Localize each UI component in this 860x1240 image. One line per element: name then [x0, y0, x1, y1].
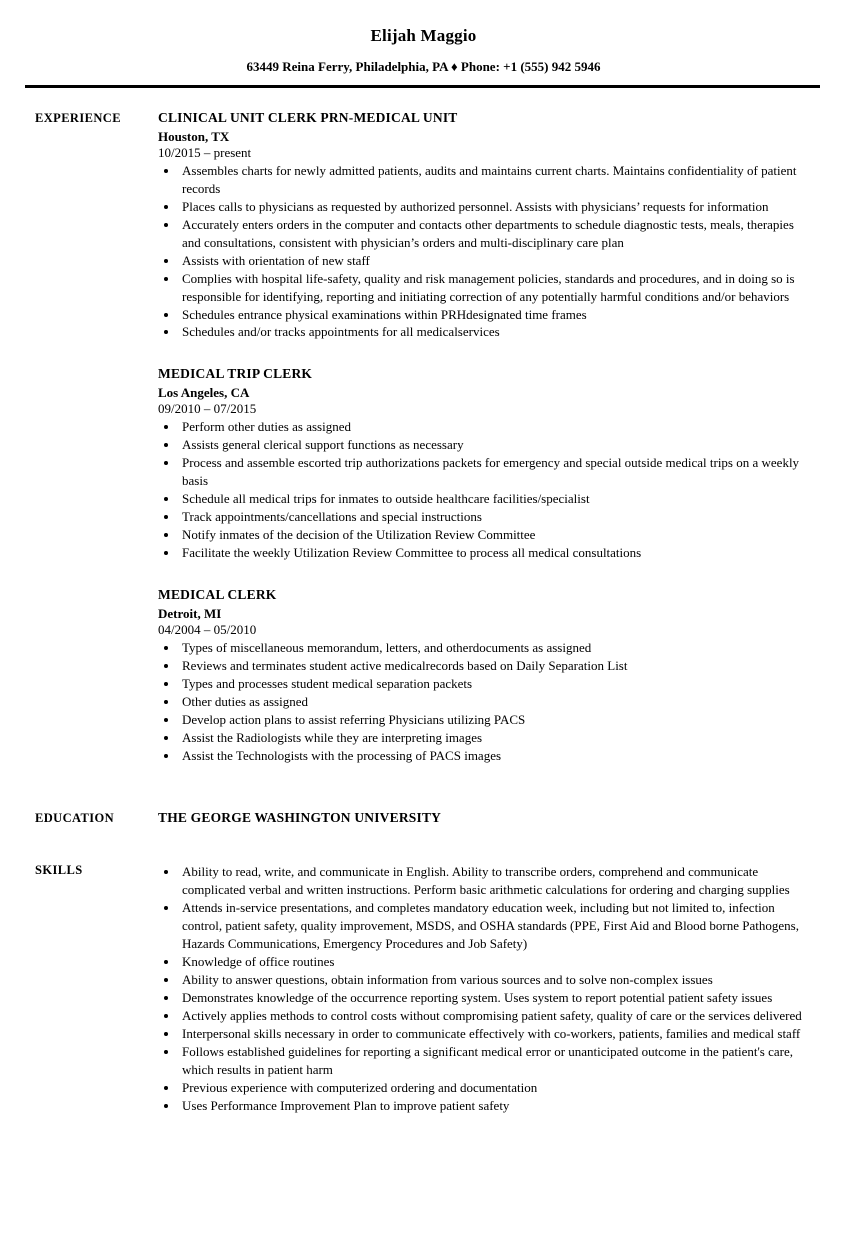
section-label-education: EDUCATION [35, 811, 115, 826]
bullet-item: • Assist the Technologists with the processing of PACS images [179, 747, 812, 765]
bullet-item: • Develop action plans to assist referring Physicians utilizing PACS [179, 711, 812, 729]
bullet-item: • Assists with orientation of new staff [179, 252, 812, 270]
bullet-item: • Types and processes student medical separation packets [179, 675, 812, 693]
experience-content [158, 110, 812, 764]
job-dates: 09/2010 – 07/2015 [158, 401, 257, 417]
job-entry [158, 366, 812, 562]
education-section [35, 810, 812, 826]
section-label-experience: EXPERIENCE [35, 111, 121, 125]
bullet-item: • Facilitate the weekly Utilization Review Committee to process all medical consultations [179, 544, 812, 562]
bullet-item: • Places calls to physicians as requested by authorized personnel. Assists with physicians’ requests for information [179, 198, 812, 216]
bullet-item: • Process and assemble escorted trip authorizations packets for emergency and special outside medical trips on a weekly basis [179, 454, 812, 490]
job-title: MEDICAL TRIP CLERK [158, 366, 313, 382]
bullet-item: • Schedules and/or tracks appointments for all medicalservices [179, 323, 812, 341]
job-dates: 10/2015 – present [158, 145, 252, 160]
job-location: Detroit, MI [158, 605, 222, 621]
bullet-item: • Accurately enters orders in the computer and contacts other departments to schedule diagnostic tests, meals, therapies and consultations, consistent with physician’s orders and multi-disciplinary care plan [179, 216, 812, 252]
bullet-item: • Schedule all medical trips for inmates to outside healthcare facilities/specialist [179, 490, 812, 508]
job-entry [158, 587, 812, 765]
bullet-item: • Reviews and terminates student active medicalrecords based on Daily Separation List [179, 657, 812, 675]
bullet-item: • Other duties as assigned [179, 693, 812, 711]
bullet-item: • Uses Performance Improvement Plan to improve patient safety [179, 1097, 812, 1115]
job-location: Houston, TX [158, 129, 230, 144]
education-content [158, 810, 812, 826]
bullet-item: • Attends in-service presentations, and completes mandatory education week, including but not limited to, infection control, patient safety, quality improvement, MSDS, and OSHA standards (PPE, First Aid and Blood borne Pathogens, Hazards Communications, Emergency Procedures and Job Safety) [179, 899, 812, 953]
job-entry [158, 110, 812, 341]
bullet-item: • Previous experience with computerized ordering and documentation [179, 1079, 812, 1097]
bullet-item: • Track appointments/cancellations and special instructions [179, 508, 812, 526]
bullet-item: • Ability to answer questions, obtain information from various sources and to solve non-complex issues [179, 971, 812, 989]
header-divider [25, 85, 820, 88]
bullet-item: • Actively applies methods to control costs without compromising patient safety, quality of care or the services delivered [179, 1007, 812, 1025]
skills-section [35, 862, 812, 1114]
bullet-item: • Types of miscellaneous memorandum, letters, and otherdocuments as assigned [179, 639, 812, 657]
bullet-item: • Assist the Radiologists while they are interpreting images [179, 729, 812, 747]
job-bullet-list [158, 639, 812, 765]
job-bullet-list [158, 418, 812, 562]
bullet-item: • Interpersonal skills necessary in order to communicate effectively with co-workers, patients, families and medical staff [179, 1025, 812, 1043]
skills-bullet-list [158, 863, 812, 1114]
bullet-item: • Notify inmates of the decision of the Utilization Review Committee [179, 526, 812, 544]
experience-section [35, 110, 812, 764]
bullet-item: • Complies with hospital life-safety, quality and risk management policies, standards and procedures, and in doing so is responsible for identifying, reporting and initiating correction of any potentially harmful conditions and/or behaviors [179, 270, 812, 306]
job-dates: 04/2004 – 05/2010 [158, 621, 257, 637]
bullet-item: • Demonstrates knowledge of the occurrence reporting system. Uses system to report potential patient safety issues [179, 989, 812, 1007]
bullet-item: • Perform other duties as assigned [179, 418, 812, 436]
bullet-item: • Knowledge of office routines [179, 953, 812, 971]
job-location: Los Angeles, CA [158, 385, 250, 401]
bullet-item: • Assists general clerical support functions as necessary [179, 436, 812, 454]
job-title: MEDICAL CLERK [158, 586, 277, 602]
bullet-item: • Ability to read, write, and communicate in English. Ability to transcribe orders, comprehend and communicate complicated verbal and written instructions. Perform basic arithmetic calculations for ordering and charging supplies [179, 863, 812, 899]
bullet-item: • Assembles charts for newly admitted patients, audits and maintains current charts. Maintains confidentiality of patient records [179, 162, 812, 198]
contact-line: 63449 Reina Ferry, Philadelphia, PA ♦ Phone: +1 (555) 942 5946 [246, 59, 601, 74]
candidate-name: Elijah Maggio [370, 26, 477, 45]
section-label-skills: SKILLS [35, 863, 83, 878]
resume-header [35, 26, 812, 88]
school-name: THE GEORGE WASHINGTON UNIVERSITY [158, 810, 442, 826]
bullet-item: • Schedules entrance physical examinations within PRHdesignated time frames [179, 306, 812, 324]
job-bullet-list [158, 162, 812, 341]
skills-content [158, 862, 812, 1114]
job-title: CLINICAL UNIT CLERK PRN-MEDICAL UNIT [158, 110, 458, 125]
bullet-item: • Follows established guidelines for reporting a significant medical error or unanticipated outcome in the patient's care, which results in patient harm [179, 1043, 812, 1079]
